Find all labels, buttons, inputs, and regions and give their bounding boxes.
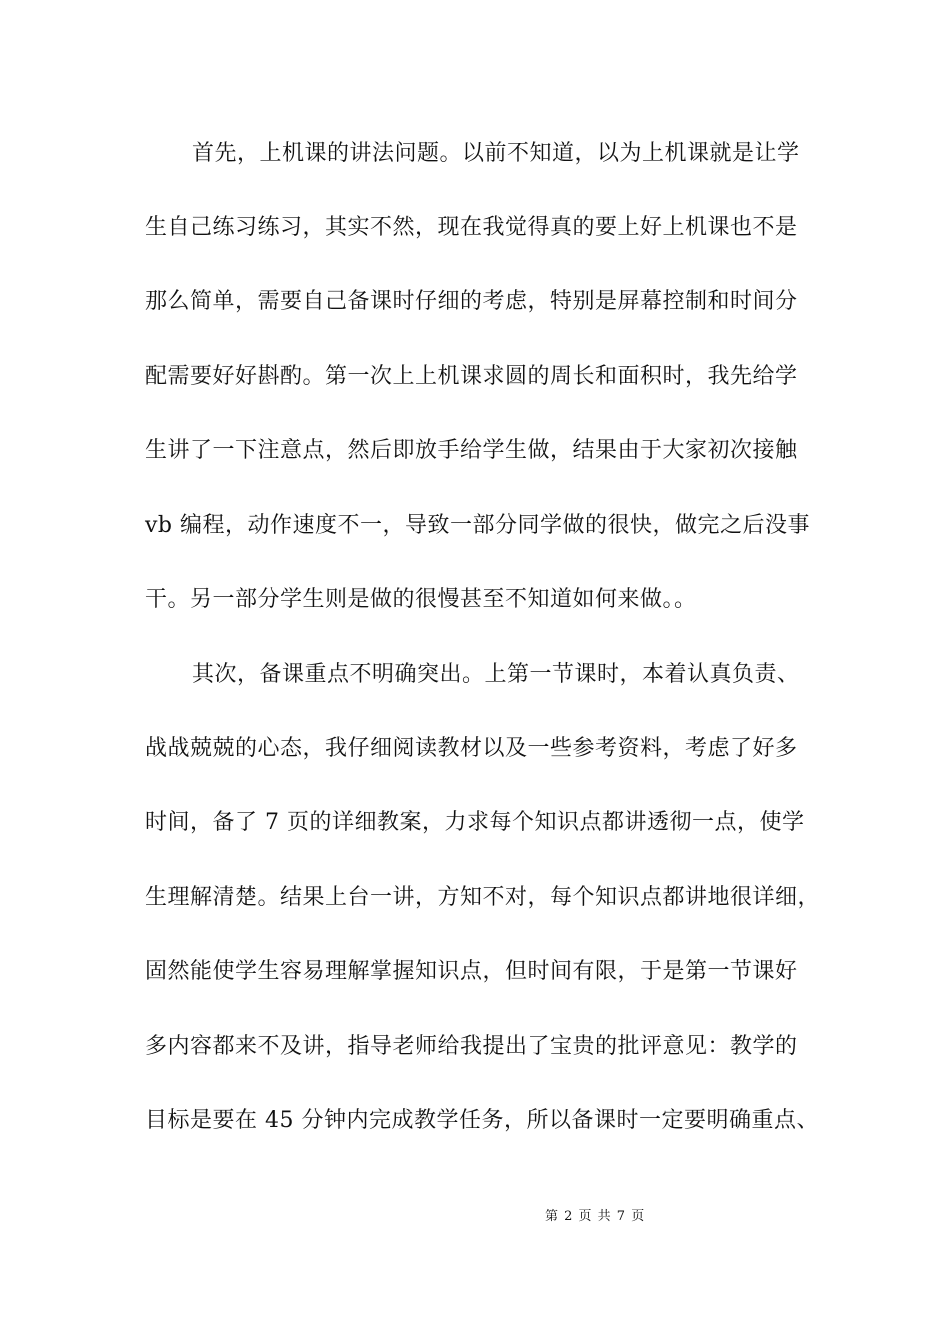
paragraph-2-line-1: 其次，备课重点不明确突出。上第一节课时，本着认真负责、 — [192, 662, 800, 687]
paragraph-1-line-1: 首先，上机课的讲法问题。以前不知道，以为上机课就是让学 — [192, 141, 800, 166]
paragraph-2-line-4: 生理解清楚。结果上台一讲，方知不对，每个知识点都讲地很详细， — [145, 885, 821, 910]
paragraph-1-line-7: 干。另一部分学生则是做的很慢甚至不知道如何来做。。 — [145, 587, 697, 612]
paragraph-2-line-3: 时间，备了 7 页的详细教案，力求每个知识点都讲透彻一点，使学 — [145, 810, 805, 835]
paragraph-1-line-4: 配需要好好斟酌。第一次上上机课求圆的周长和面积时，我先给学 — [145, 364, 798, 389]
paragraph-1-line-3: 那么简单，需要自己备课时仔细的考虑，特别是屏幕控制和时间分 — [145, 289, 798, 314]
paragraph-1-line-5: 生讲了一下注意点，然后即放手给学生做，结果由于大家初次接触 — [145, 438, 798, 463]
paragraph-2-line-5: 固然能使学生容易理解掌握知识点，但时间有限，于是第一节课好 — [145, 959, 798, 984]
paragraph-1-line-6: vb 编程，动作速度不一，导致一部分同学做的很快，做完之后没事 — [145, 513, 811, 538]
paragraph-2-line-2: 战战兢兢的心态，我仔细阅读教材以及一些参考资料，考虑了好多 — [145, 736, 798, 761]
page-number-footer: 第 2 页 共 7 页 — [545, 1209, 646, 1224]
paragraph-2-line-7: 目标是要在 45 分钟内完成教学任务，所以备课时一定要明确重点、 — [145, 1108, 819, 1133]
paragraph-1-line-2: 生自己练习练习，其实不然，现在我觉得真的要上好上机课也不是 — [145, 215, 798, 240]
paragraph-2-line-6: 多内容都来不及讲，指导老师给我提出了宝贵的批评意见：教学的 — [145, 1034, 798, 1059]
